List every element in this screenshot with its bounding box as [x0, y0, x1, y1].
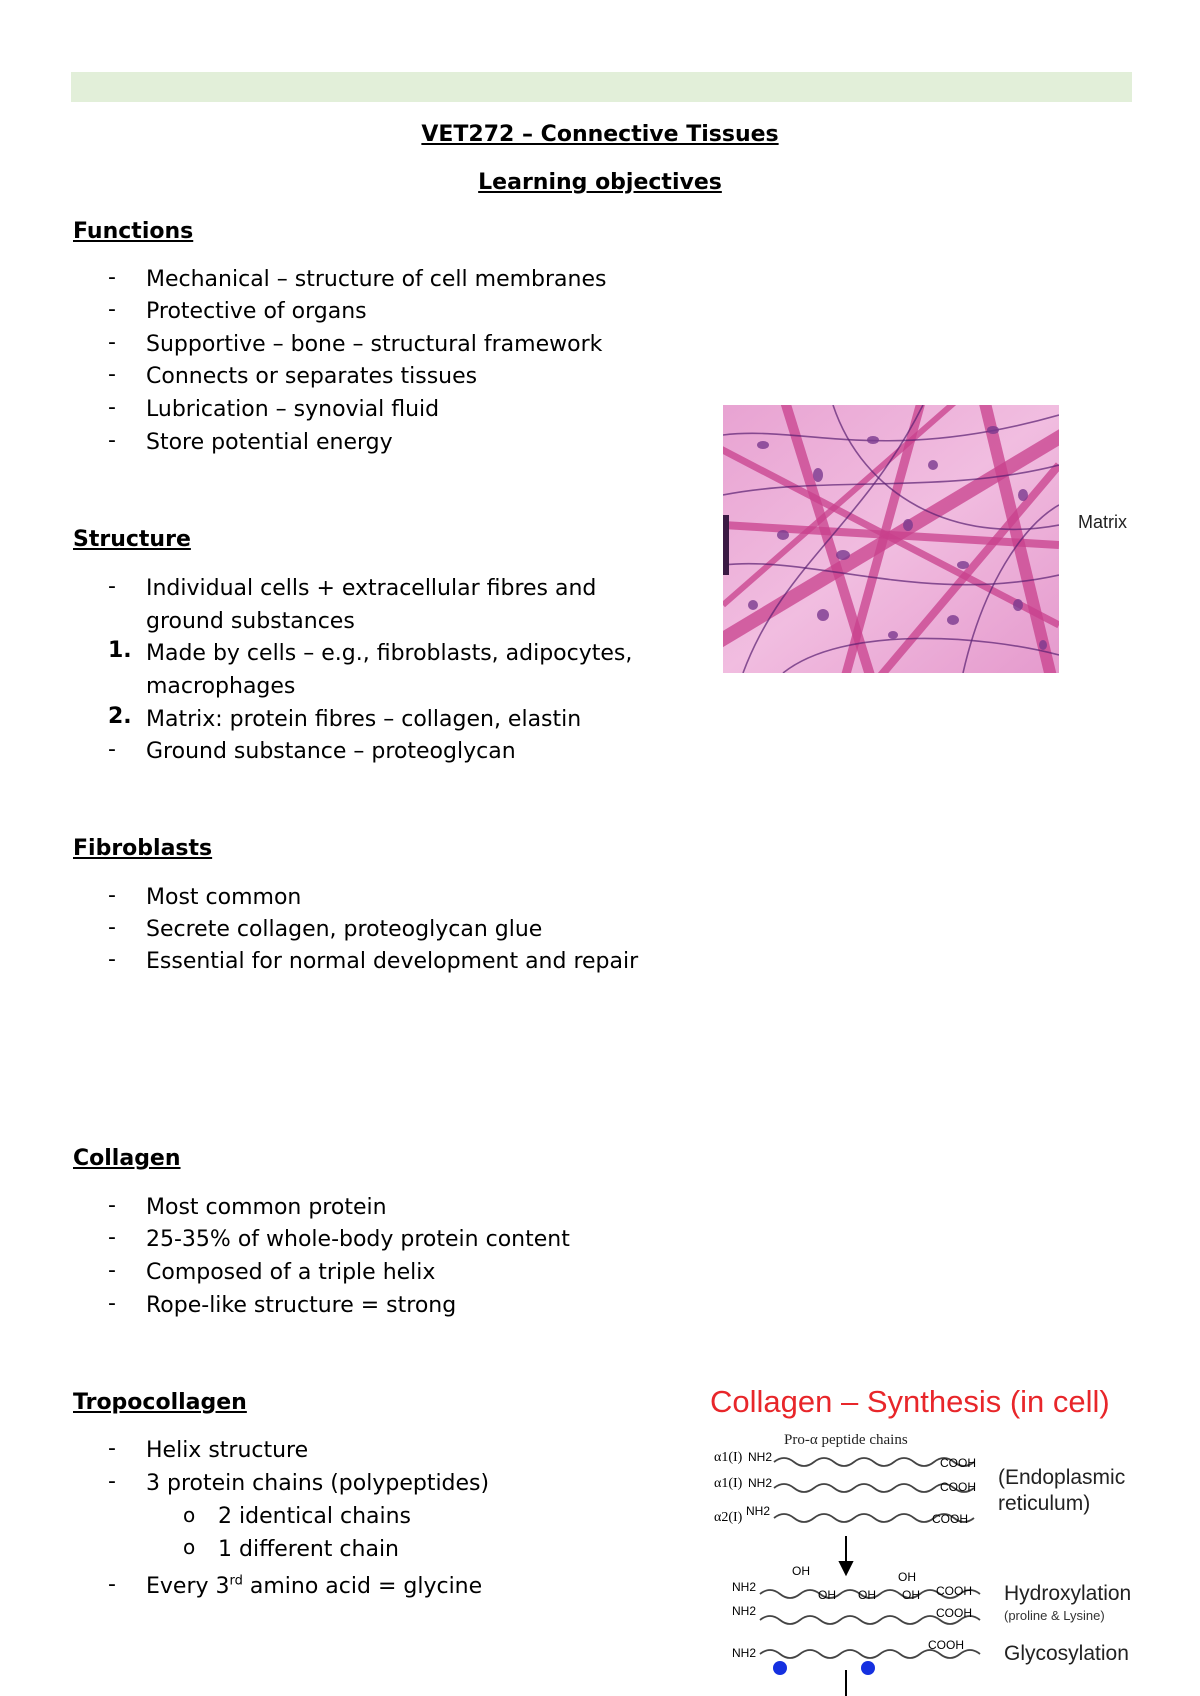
sub-bullet-marker: o	[183, 1503, 196, 1527]
collagen-heading: Collagen	[73, 1146, 181, 1171]
bullet-marker: -	[108, 737, 116, 762]
bullet-marker: -	[108, 1436, 116, 1461]
bullet-marker: -	[108, 362, 116, 387]
header-band	[71, 72, 1132, 102]
tropocollagen-heading: Tropocollagen	[73, 1390, 247, 1415]
chain-label: α2(I)	[714, 1510, 743, 1525]
list-item: Ground substance – proteoglycan	[146, 739, 516, 764]
list-item: Composed of a triple helix	[146, 1260, 436, 1285]
oh-label: OH	[902, 1588, 920, 1602]
nh2-label: NH2	[746, 1504, 771, 1518]
nh2-label: NH2	[748, 1476, 773, 1490]
glyco-dot	[861, 1661, 875, 1675]
bullet-marker: -	[108, 297, 116, 322]
bullet-marker: -	[108, 1572, 116, 1597]
matrix-label: Matrix	[1078, 512, 1127, 532]
peptide-label: Pro-α peptide chains	[784, 1432, 908, 1448]
cooh-label: COOH	[936, 1584, 972, 1598]
nh2-label: NH2	[732, 1580, 757, 1594]
page-title: VET272 – Connective Tissues	[421, 122, 779, 147]
hydroxylation-note: (proline & Lysine)	[1004, 1608, 1105, 1623]
list-item: Helix structure	[146, 1438, 309, 1463]
ordinal-suffix: rd	[229, 1573, 243, 1589]
bullet-marker: -	[108, 915, 116, 940]
er-label-line1: (Endoplasmic	[998, 1466, 1126, 1489]
nh2-label: NH2	[732, 1646, 757, 1660]
page-subtitle: Learning objectives	[478, 170, 722, 195]
chain-label: α1(I)	[714, 1476, 743, 1491]
bullet-marker: -	[108, 265, 116, 290]
bullet-marker: -	[108, 574, 116, 599]
bullet-marker: -	[108, 330, 116, 355]
list-item: Individual cells + extracellular fibres and	[146, 576, 597, 601]
list-item: Made by cells – e.g., fibroblasts, adipocytes,	[146, 641, 633, 666]
oh-label: OH	[858, 1588, 876, 1602]
hydroxylation-label: Hydroxylation	[1004, 1582, 1132, 1605]
list-item: Essential for normal development and repair	[146, 949, 639, 974]
bullet-marker: -	[108, 1291, 116, 1316]
synthesis-diagram	[706, 1432, 1186, 1696]
fibroblasts-heading: Fibroblasts	[73, 836, 213, 861]
structure-heading: Structure	[73, 527, 191, 552]
list-item-continuation: ground substances	[146, 609, 355, 634]
bullet-marker: -	[108, 1258, 116, 1283]
glyco-dot	[773, 1661, 787, 1675]
bullet-marker: -	[108, 947, 116, 972]
nh2-label: NH2	[732, 1604, 757, 1618]
list-item: Mechanical – structure of cell membranes	[146, 267, 607, 292]
number-marker: 2.	[108, 704, 132, 729]
oh-label: OH	[792, 1564, 810, 1578]
list-item: Secrete collagen, proteoglycan glue	[146, 917, 543, 942]
cooh-label: COOH	[940, 1480, 976, 1494]
list-item	[146, 1571, 482, 1603]
cooh-label: COOH	[940, 1456, 976, 1470]
sub-bullet-marker: o	[183, 1535, 196, 1559]
glycosylation-label: Glycosylation	[1004, 1642, 1129, 1665]
sub-list-item: 1 different chain	[218, 1537, 399, 1562]
oh-label: OH	[898, 1570, 916, 1584]
bullet-marker: -	[108, 1225, 116, 1250]
list-item: Most common	[146, 885, 302, 910]
bullet-marker: -	[108, 428, 116, 453]
nh2-label: NH2	[748, 1450, 773, 1464]
sub-list-item: 2 identical chains	[218, 1504, 412, 1529]
glycine-text-start: Every 3	[146, 1574, 230, 1599]
glycine-text-end: amino acid = glycine	[242, 1574, 483, 1599]
list-item: 25-35% of whole-body protein content	[146, 1227, 570, 1252]
er-label-line2: reticulum)	[998, 1492, 1091, 1515]
bullet-marker: -	[108, 1193, 116, 1218]
bullet-marker: -	[108, 883, 116, 908]
functions-heading: Functions	[73, 219, 194, 244]
list-item: Matrix: protein fibres – collagen, elastin	[146, 707, 582, 732]
list-item: Lubrication – synovial fluid	[146, 397, 440, 422]
list-item: Store potential energy	[146, 430, 393, 455]
cooh-label: COOH	[932, 1512, 968, 1526]
list-item: Protective of organs	[146, 299, 367, 324]
list-item: Supportive – bone – structural framework	[146, 332, 603, 357]
bullet-marker: -	[108, 395, 116, 420]
matrix-micrograph	[723, 405, 1059, 673]
list-item-continuation: macrophages	[146, 674, 296, 699]
bullet-marker: -	[108, 1469, 116, 1494]
cooh-label: COOH	[936, 1606, 972, 1620]
number-marker: 1.	[108, 638, 132, 663]
list-item: 3 protein chains (polypeptides)	[146, 1471, 490, 1496]
chain-label: α1(I)	[714, 1450, 743, 1465]
list-item: Rope-like structure = strong	[146, 1293, 457, 1318]
oh-label: OH	[818, 1588, 836, 1602]
cooh-label: COOH	[928, 1638, 964, 1652]
synthesis-title: Collagen – Synthesis (in cell)	[710, 1384, 1110, 1419]
list-item: Most common protein	[146, 1195, 387, 1220]
list-item: Connects or separates tissues	[146, 364, 478, 389]
